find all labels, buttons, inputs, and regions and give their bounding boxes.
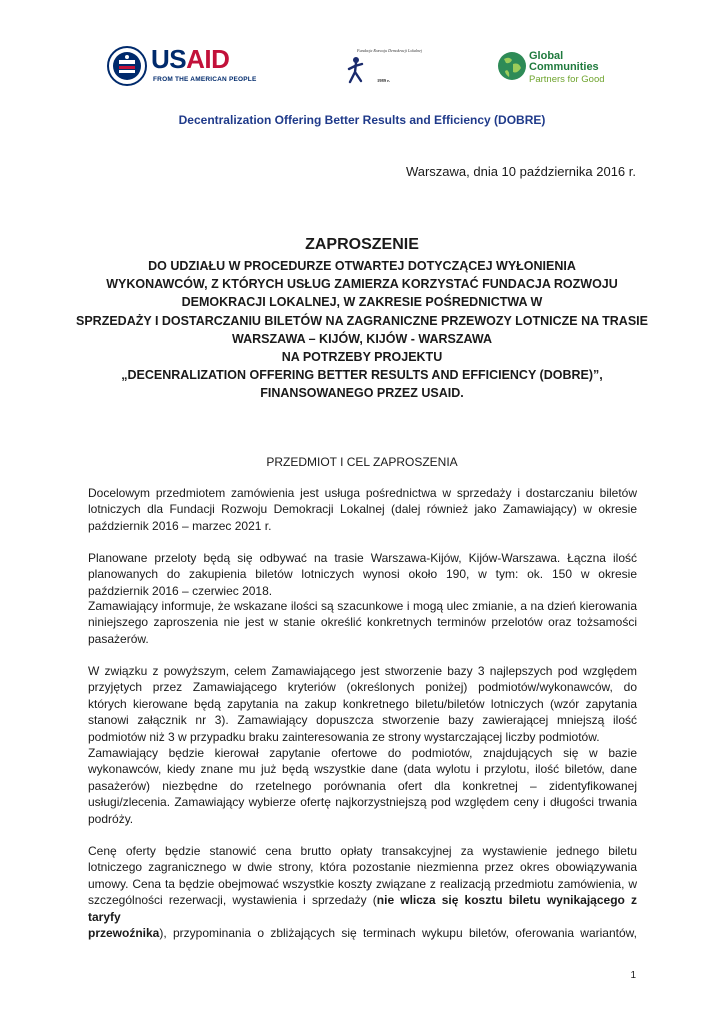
text-line: W związku z powyższym, celem Zamawiającego jest stworzenie bazy 3 najlepszych pod względem (88, 664, 637, 678)
gc-tagline: Partners for Good (529, 74, 605, 85)
text-line: Zamawiający informuje, że wskazane ilości są szacunkowe i mogą ulec zmianie, a na dzień kierowania (88, 599, 637, 613)
walking-figure-icon (347, 56, 365, 84)
paragraph-6 (88, 843, 637, 941)
logo-bar (0, 42, 724, 98)
text-line: lotniczych dla Fundacji Rozwoju Demokracji Lokalnej (dalej również jako Zamawiający) w okresie (88, 502, 637, 517)
usaid-tagline: FROM THE AMERICAN PEOPLE (153, 76, 257, 83)
text-line: usługi/zlecenia. Zamawiający wybierze ofertę najkorzystniejszą pod względem ceny i długości trwania (88, 795, 637, 810)
paragraph-1 (88, 485, 637, 534)
text-line: wykonawców, kiedy znane mu już będą wszystkie dane (data wylotu i przylotu, ilość biletów, dane (88, 762, 637, 777)
usaid-wordmark: USAID (151, 44, 230, 74)
paragraph-5 (88, 745, 637, 827)
text-line: przyjętych przez Zamawiającego kryteriów (określonych poniżej) podmiotów/wykonawców, do (88, 680, 637, 695)
gc-name: Global Communities (529, 50, 599, 73)
text-line: podmiotów niż 3 w przypadku braku zainteresowania ze strony wystarczającej liczby podmiotów. (88, 729, 600, 744)
title-block (0, 236, 724, 403)
title-line: DO UDZIAŁU W PROCEDURZE OTWARTEJ DOTYCZĄCEJ WYŁONIENIA (148, 259, 576, 273)
frdl-logo (343, 48, 422, 92)
text-line: których kierowane będą zapytania na zakup konkretnego biletu/biletów lotniczych (wzór zapytania (88, 696, 637, 711)
text-line: przewoźnika), przypominania o zbliżających się terminach wykupu biletów, oferowania wariantów, (88, 926, 637, 941)
paragraph-2 (88, 550, 637, 599)
text-line: pasażerów) niezbędne do rzetelnego porównania ofert dla konkretnej – zidentyfikowanej (88, 778, 637, 793)
text-line: Cenę oferty będzie stanowić cena brutto opłaty transakcyjnej za wystawienie jednego biletu (88, 844, 637, 858)
globe-icon (497, 50, 527, 82)
usaid-logo (107, 46, 257, 92)
text-line: podróży. (88, 811, 134, 826)
dateline: Warszawa, dnia 10 października 2016 r. (405, 164, 636, 179)
section-heading: PRZEDMIOT I CEL ZAPROSZENIA (266, 455, 458, 469)
title-line: NA POTRZEBY PROJEKTU (281, 350, 443, 365)
frdl-year: 1989 r. (377, 78, 390, 83)
title-line: DEMOKRACJI LOKALNEJ, W ZAKRESIE POŚREDNICTWA W (181, 295, 543, 310)
text-line: Planowane przeloty będą się odbywać na trasie Warszawa-Kijów, Kijów-Warszawa. Łączna ilość (88, 551, 637, 565)
text-line: Docelowym przedmiotem zamówienia jest usługa pośrednictwa w sprzedaży i dostarczaniu biletów (88, 486, 637, 500)
global-communities-logo (497, 48, 617, 88)
text-line: stanowi załącznik nr 3). Zamawiający dopuszcza stworzenie bazy zawierającej mniejszą ilość (88, 713, 637, 728)
text-line: lotniczego zagranicznego w dwie strony, która pozostanie niezmienna przez okres obowiązywania (88, 860, 637, 875)
paragraph-4 (88, 663, 637, 745)
text-line: niniejszego zaproszenia nie jest w stanie określić konkretnych terminów przelotów oraz tożsamości (88, 615, 637, 630)
title-line: FINANSOWANEGO PRZEZ USAID. (260, 386, 464, 401)
title-line: WARSZAWA – KIJÓW, KIJÓW - WARSZAWA (232, 331, 492, 346)
text-line: planowanych do zakupienia biletów lotniczych wynosi około 190, w tym: ok. 150 w okresie (88, 567, 637, 582)
document-title: ZAPROSZENIE (305, 236, 419, 253)
title-line: „DECENRALIZATION OFFERING BETTER RESULTS AND EFFICIENCY (DOBRE)”, (121, 368, 603, 383)
text-line: Zamawiający będzie kierował zapytanie ofertowe do podmiotów, znajdujących się w bazie (88, 746, 637, 760)
text-line: szczególności rezerwacji, wystawienia i sprzedaży (nie wlicza się kosztu biletu wynikającego z taryfy (88, 893, 637, 924)
text-line: październik 2016 – czerwiec 2018. (88, 583, 273, 598)
project-name: Decentralization Offering Better Results and Efficiency (DOBRE) (178, 113, 546, 127)
text-line: umowy. Cena ta będzie obejmować wszystkie koszty związane z realizacją przedmiotu zamówienia, w (88, 876, 637, 891)
usaid-seal-icon (107, 46, 147, 86)
paragraph-3 (88, 598, 637, 647)
page-number: 1 (630, 970, 636, 981)
text-line: pasażerów. (88, 631, 149, 646)
title-line: SPRZEDAŻY I DOSTARCZANIU BILETÓW NA ZAGRANICZNE PRZEWOZY LOTNICZE NA TRASIE (76, 313, 648, 328)
frdl-name: Fundacja Rozwoju Demokracji Lokalnej (357, 48, 422, 53)
text-line: październik 2016 – marzec 2021 r. (88, 518, 272, 533)
title-line: WYKONAWCÓW, Z KTÓRYCH USŁUG ZAMIERZA KORZYSTAĆ FUNDACJA ROZWOJU (106, 277, 618, 292)
